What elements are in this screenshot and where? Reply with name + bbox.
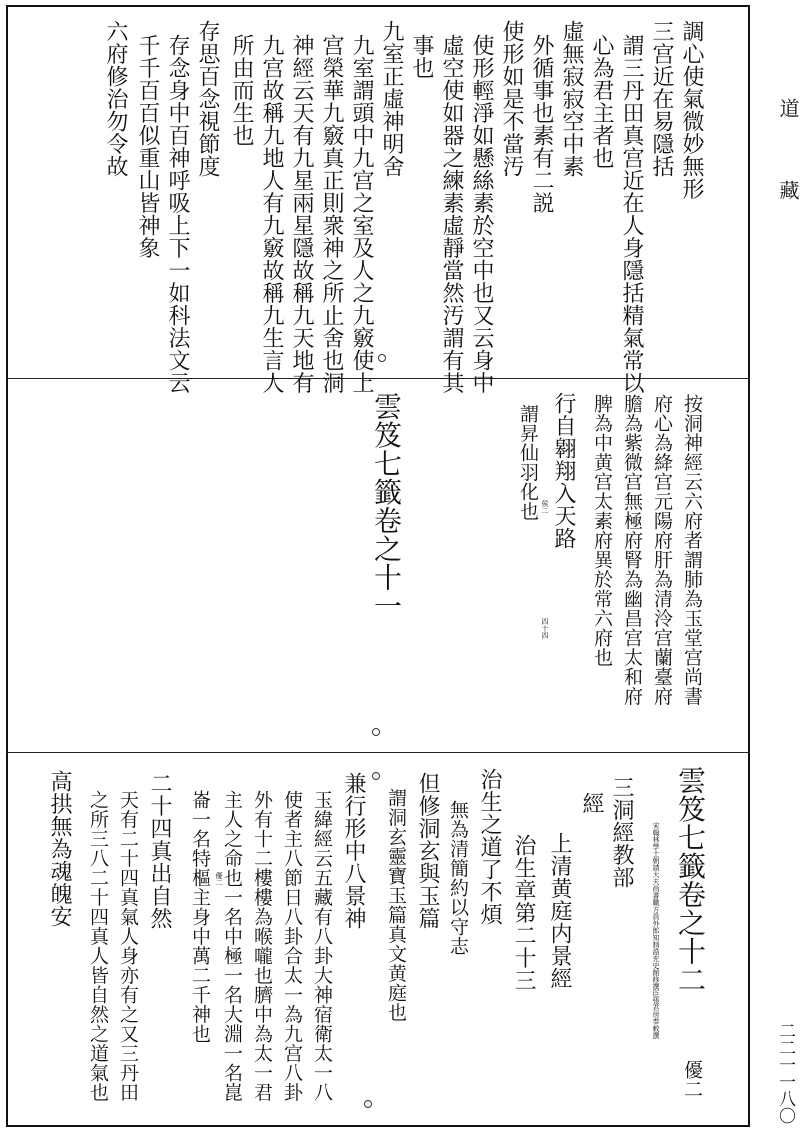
text-column: 三洞經教部 (609, 776, 634, 889)
text-column: 但修洞玄與玉篇 (415, 772, 440, 930)
circle-mark (372, 772, 380, 780)
text-column: 謂昇仙羽化也 (517, 404, 539, 521)
circle-mark (378, 354, 386, 362)
text-column: 二十四真出自然 (147, 772, 172, 930)
text-column: 謂三丹田真宫近在人身隱括精氣常以 (619, 34, 644, 394)
text-column: 使形輕淨如懸絲素於空中也又云身中 (469, 34, 494, 394)
sheet-note: 優二 (215, 872, 223, 886)
text-column: 事也 (409, 34, 434, 79)
text-column: 千千百百似重山皆神象 (135, 34, 160, 259)
volume-mark: 優二 (681, 1060, 703, 1099)
text-column: 九宫故稱九地人有九竅故稱九生言人 (259, 34, 284, 394)
text-column: 天有二十四真氣人身亦有之又三丹田 (117, 790, 139, 1102)
margin-collection-top: 道 (776, 98, 800, 118)
text-column: 高拱無為魂魄安 (47, 770, 72, 928)
text-column: 使者主八節日八卦合太一為九宫八卦 (281, 790, 303, 1102)
sheet-note: 侯二 (541, 500, 549, 514)
text-column: 外循事也素有二説 (529, 34, 554, 214)
text-column: 兼行形中八景神 (341, 772, 366, 930)
volume-title: 雲笈七籤卷之十二 (674, 766, 707, 994)
text-column: 無為清簡約以守志 (447, 800, 469, 956)
volume-end-title: 雲笈七籤卷之十一 (370, 392, 403, 620)
text-column: 府心為絳宫元陽府肝為清泠宫蘭臺府 (651, 394, 673, 706)
text-column: 所由而生也 (229, 34, 254, 147)
circle-mark (372, 728, 380, 736)
margin-collection-bottom: 藏 (776, 180, 800, 200)
text-column: 主人之命也一名中極一名大淵一名崑 (221, 790, 243, 1102)
text-column: 心為君主者也 (589, 34, 614, 169)
circle-mark (364, 1100, 372, 1108)
sheet-note: 四十四 (541, 618, 549, 639)
text-column: 外有十二樓樓為喉嚨也臍中為太一君 (251, 790, 273, 1102)
text-column: 崙一名特樞主身中萬二千神也 (189, 790, 211, 1044)
text-column: 上清黄庭内景經 (547, 832, 572, 990)
text-column: 膽為紫微宫無極府腎為幽昌宫太和府 (621, 394, 643, 706)
text-column: 六府修治勿令故 (103, 20, 128, 178)
text-column: 按洞神經云六府者謂肺為玉堂宫尚書 (681, 394, 703, 706)
text-column: 神經云天有九星兩星隱故稱九天地有 (289, 34, 314, 394)
text-column: 使形如是不當汚 (499, 20, 524, 178)
text-column: 行自翱翔入天路 (551, 392, 576, 550)
text-column: 脾為中黄宫太素府異於常六府也 (591, 394, 613, 667)
text-column: 治生章第二十三 (511, 834, 536, 992)
lower-divider (6, 752, 750, 753)
text-column: 調心使氣微妙無形 (679, 20, 704, 200)
text-column: 之所三八二十四真人皆自然之道氣也 (87, 790, 109, 1102)
compiler-credit: 宋翰林學士朝請大夫尚書職方員外郎知制誥充史館修撰臣張君房奉敕撰 (652, 822, 660, 1039)
text-column: 治生之道了不煩 (477, 768, 502, 926)
text-column: 存念身中百神呼吸上下一如科法文云 (165, 34, 190, 394)
page-number: 二二一一八〇 (775, 1022, 795, 1124)
text-column: 三宫近在易隱括 (649, 20, 674, 178)
text-column: 九室正虛神明舍 (379, 20, 404, 178)
text-column: 經 (579, 792, 604, 815)
text-column: 存思百念視節度 (195, 20, 220, 178)
text-column: 宫榮華九竅真正則衆神之所止舍也洞 (319, 34, 344, 394)
text-column: 玉緯經云五藏有八卦大神宿衛太一八 (311, 790, 333, 1102)
text-column: 虛空使如器之練素虛靜當然汚謂有其 (439, 34, 464, 394)
text-column: 虛無寂寂空中素 (559, 20, 584, 178)
text-column: 九室謂頭中九宫之室及人之九竅使上 (349, 34, 374, 394)
text-column: 謂洞玄靈寶玉篇真文黄庭也 (385, 788, 407, 1022)
